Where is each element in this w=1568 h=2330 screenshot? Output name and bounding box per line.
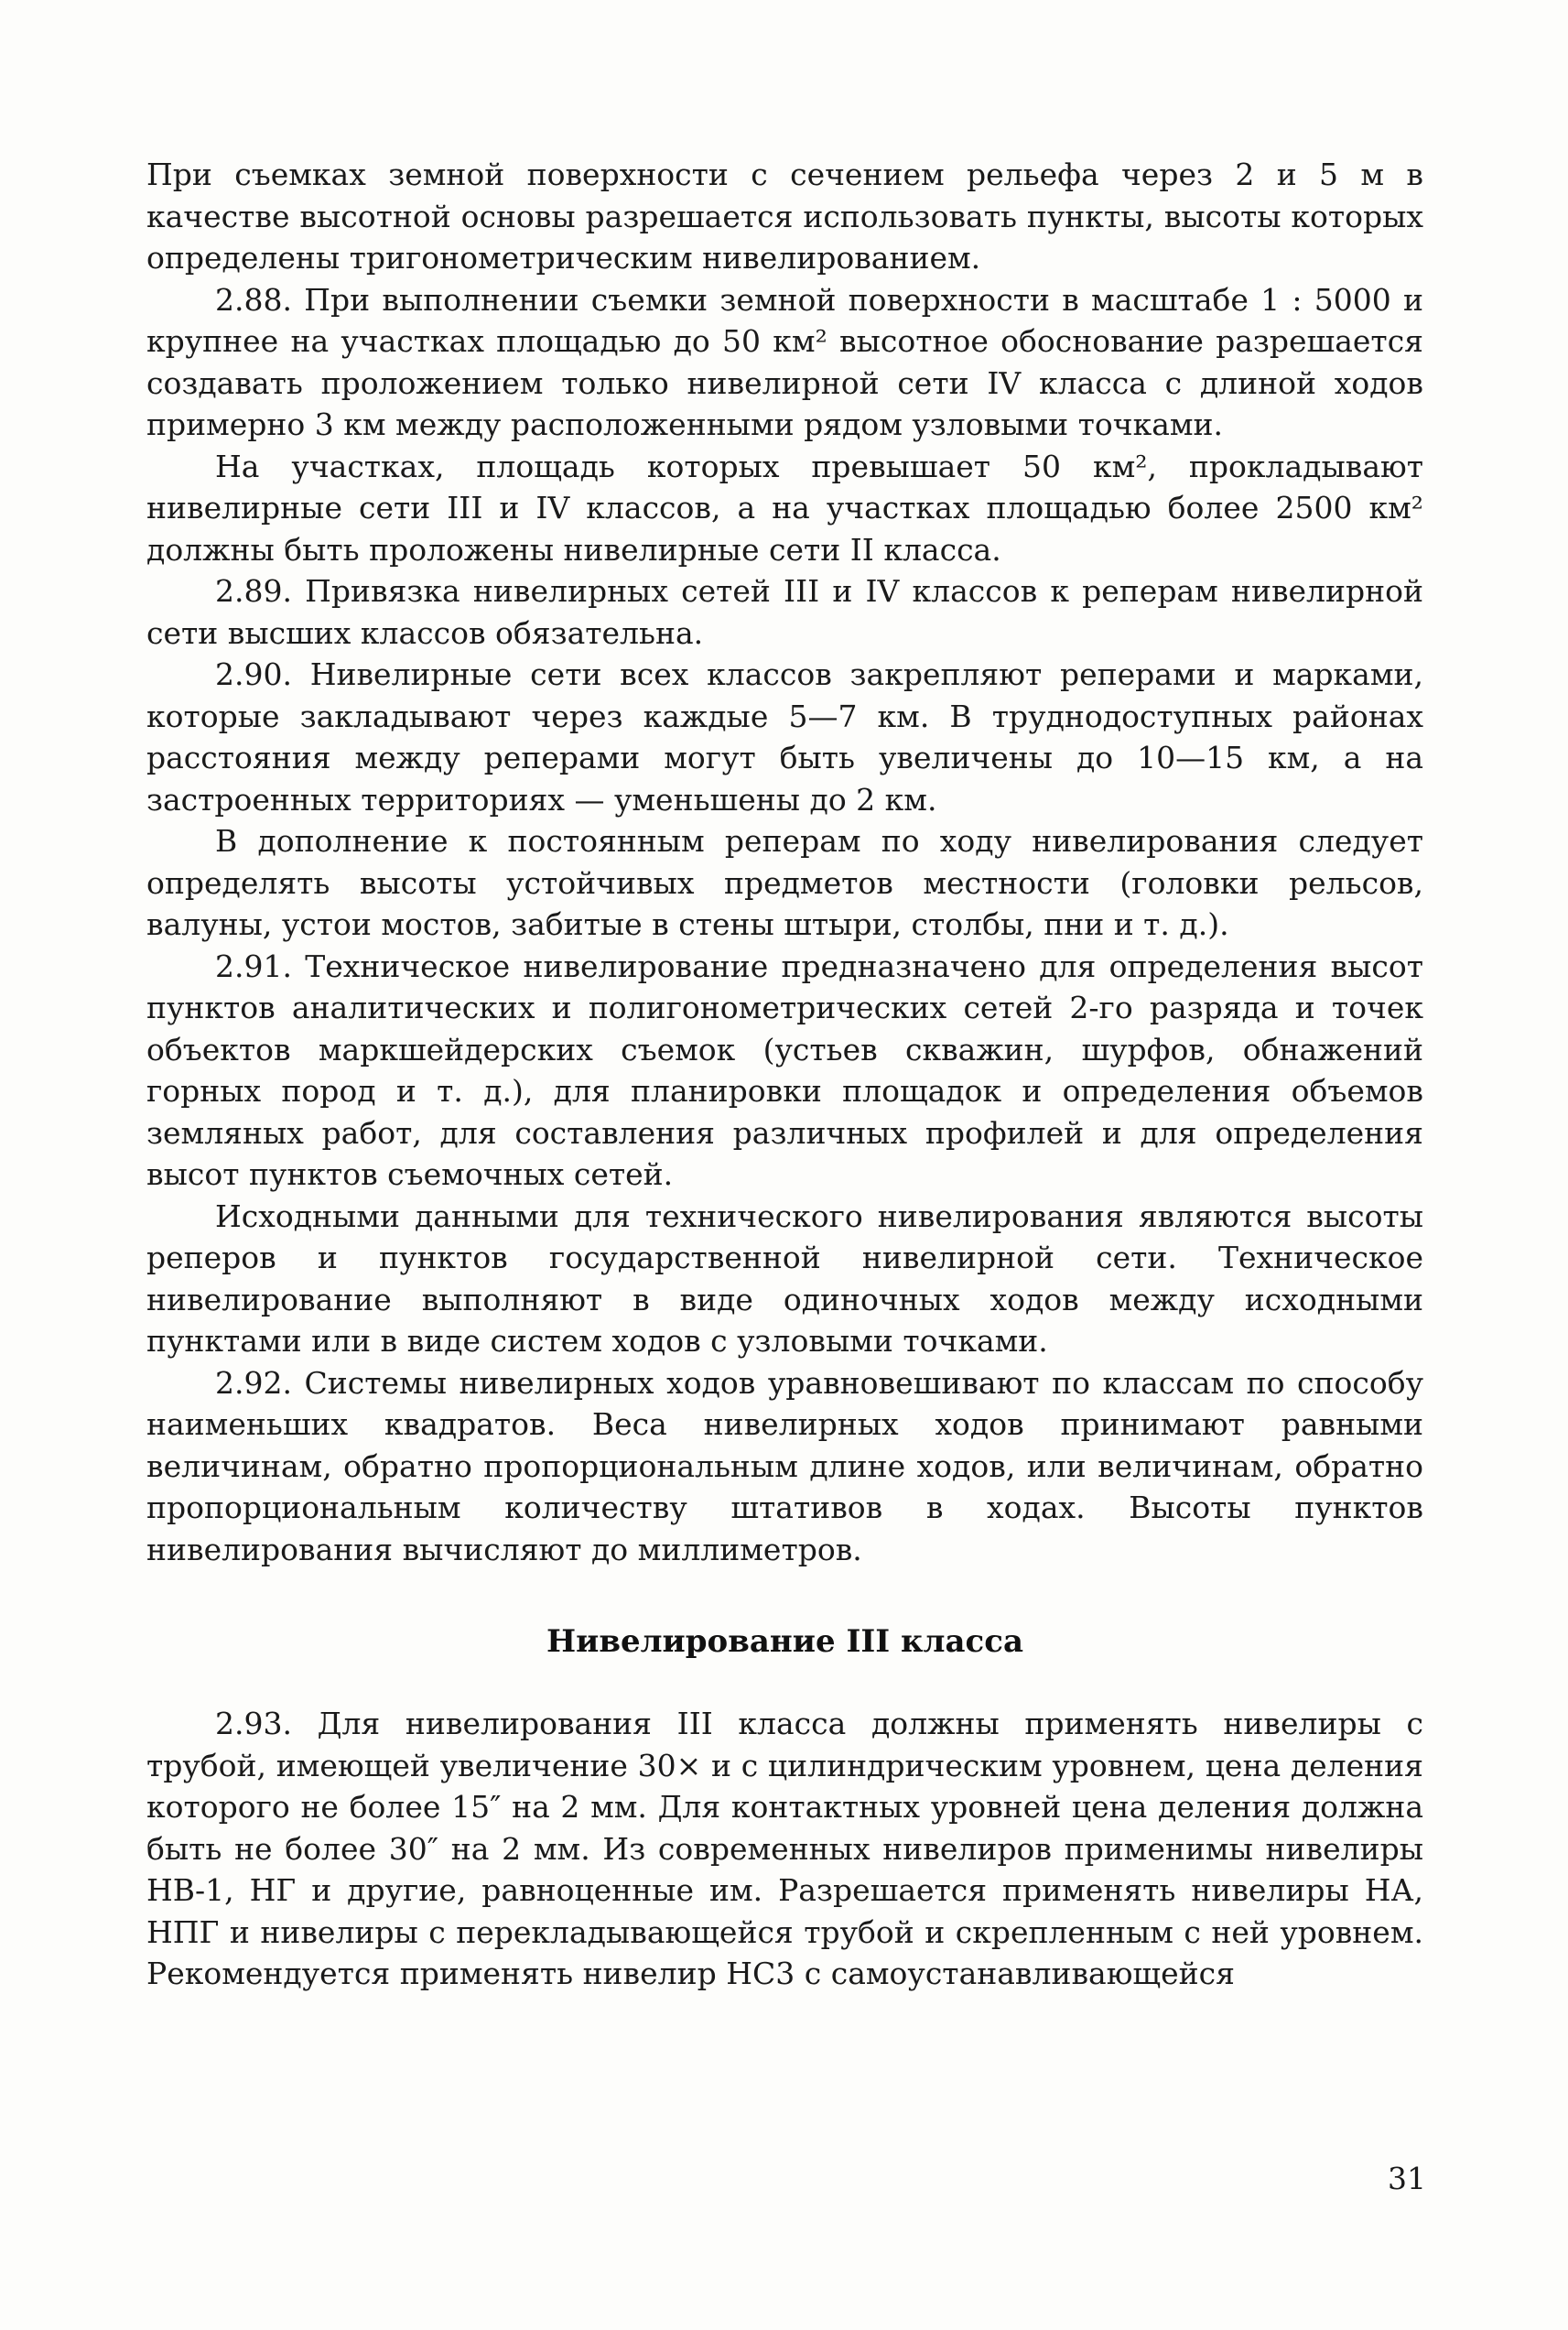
paragraph-2-91: 2.91. Техническое нивелирование предназначено для определения высот пунктов аналитических и полигонометрических сетей 2-го разряда и точек объектов маркшейдерских съемок (устьев скважин, шурфов, обнажений горных пород и т. д.), для планировки площадок и определения объемов земляных работ, для составления различных профилей и для определения высот пунктов съемочных сетей. bbox=[146, 948, 1423, 1192]
page-number: 31 bbox=[1388, 2161, 1426, 2196]
paragraph-2-89: 2.89. Привязка нивелирных сетей III и IV классов к реперам нивелирной сети высших классов обязательна. bbox=[146, 573, 1423, 651]
paragraph-areas: На участках, площадь которых превышает 50 км², прокладывают нивелирные сети III и IV классов, а на участках площадью более 2500 км² должны быть проложены нивелирные сети II класса. bbox=[146, 448, 1423, 568]
paragraph-2-92: 2.92. Системы нивелирных ходов уравновешивают по классам по способу наименьших квадратов. Веса нивелирных ходов принимают равными величинам, обратно пропорциональным длине ходов, или величинам, обратно пропорциональным количеству штативов в ходах. Высоты пунктов нивелирования вычисляют до миллиметров. bbox=[146, 1364, 1423, 1567]
paragraph-intro: При съемках земной поверхности с сечением рельефа через 2 и 5 м в качестве высотной основы разрешается использовать пункты, высоты которых определены тригонометрическим нивелированием. bbox=[146, 157, 1423, 276]
body-text bbox=[146, 154, 1423, 1995]
paragraph-2-90: 2.90. Нивелирные сети всех классов закрепляют реперами и марками, которые закладывают через каждые 5—7 км. В труднодоступных районах расстояния между реперами могут быть увеличены до 10—15 км, а на застроенных территориях — уменьшены до 2 км. bbox=[146, 656, 1423, 818]
section-heading: Нивелирование III класса bbox=[546, 1623, 1023, 1660]
paragraph-2-88: 2.88. При выполнении съемки земной поверхности в масштабе 1 : 5000 и крупнее на участках площадью до 50 км² высотное обоснование разрешается создавать проложением только нивелирной сети IV класса с длиной ходов примерно 3 км между расположенными рядом узловыми точками. bbox=[146, 281, 1423, 442]
paragraph-initial-data: Исходными данными для технического нивелирования являются высоты реперов и пунктов государственной нивелирной сети. Техническое нивелирование выполняют в виде одиночных ходов между исходными пунктами или в виде систем ходов с узловыми точками. bbox=[146, 1198, 1423, 1359]
paragraph-benchmarks: В дополнение к постоянным реперам по ходу нивелирования следует определять высоты устойчивых предметов местности (головки рельсов, валуны, устои мостов, забитые в стены штыри, столбы, пни и т. д.). bbox=[146, 823, 1423, 942]
paragraph-2-93: 2.93. Для нивелирования III класса должны применять нивелиры с трубой, имеющей увеличение 30× и с цилиндрическим уровнем, цена деления которого не более 15″ на 2 мм. Для контактных уровней цена деления должна быть не более 30″ на 2 мм. Из современных нивелиров применимы нивелиры НВ-1, НГ и другие, равноценные им. Разрешается применять нивелиры НА, НПГ и нивелиры с перекладывающейся трубой и скрепленным с ней уровнем. Рекомендуется применять нивелир НС3 с самоустанавливающейся bbox=[146, 1706, 1423, 1991]
